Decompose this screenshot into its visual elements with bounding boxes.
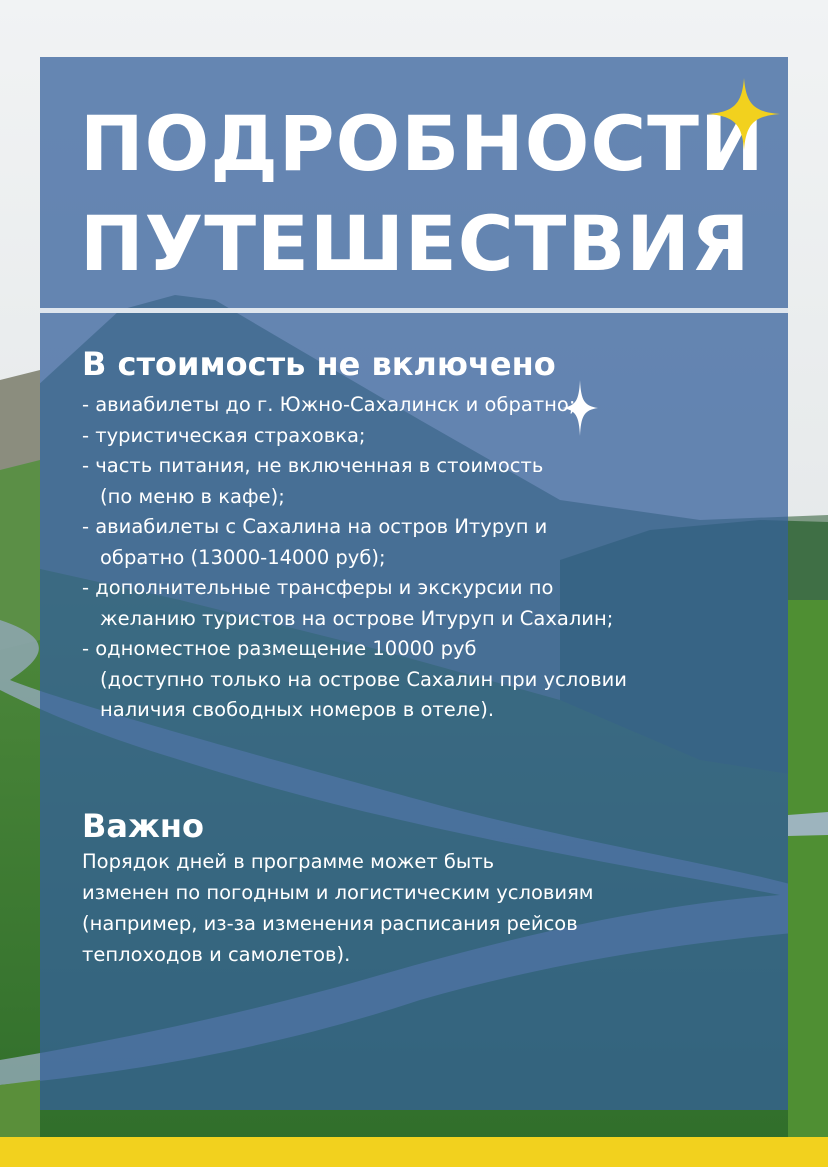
list-item: - авиабилеты до г. Южно-Сахалинск и обратно;	[82, 393, 576, 416]
page-title-line-2: ПУТЕШЕСТВИЯ	[80, 199, 751, 288]
list-item-continuation: обратно (13000-14000 руб);	[100, 545, 386, 569]
important-text-line: изменен по погодным и логистическим условиям	[82, 881, 594, 904]
list-item: - туристическая страховка;	[82, 423, 366, 447]
list-item: - дополнительные трансферы и экскурсии по	[82, 576, 554, 599]
list-item-continuation: наличия свободных номеров в отеле).	[100, 698, 495, 721]
excluded-heading: В стоимость не включено	[82, 345, 556, 383]
list-item-continuation: (доступно только на острове Сахалин при условии	[100, 667, 627, 691]
list-item: - авиабилеты с Сахалина на остров Итуруп и	[82, 515, 548, 538]
important-text-line: Порядок дней в программе может быть	[82, 850, 495, 873]
important-text-line: теплоходов и самолетов).	[82, 943, 351, 966]
list-item: - часть питания, не включенная в стоимость	[82, 454, 544, 477]
sparkle-icon	[708, 78, 780, 150]
important-heading: Важно	[82, 807, 204, 845]
page-title-line-1: ПОДРОБНОСТИ	[80, 99, 765, 188]
accent-bottom-bar	[0, 1137, 828, 1167]
list-item-continuation: желанию туристов на острове Итуруп и Сахалин;	[100, 606, 614, 630]
list-item-continuation: (по меню в кафе);	[100, 484, 285, 508]
important-text-line: (например, из-за изменения расписания рейсов	[82, 912, 578, 935]
list-item: - одноместное размещение 10000 руб	[82, 637, 477, 660]
excluded-list	[82, 390, 627, 726]
title-divider	[40, 308, 788, 313]
